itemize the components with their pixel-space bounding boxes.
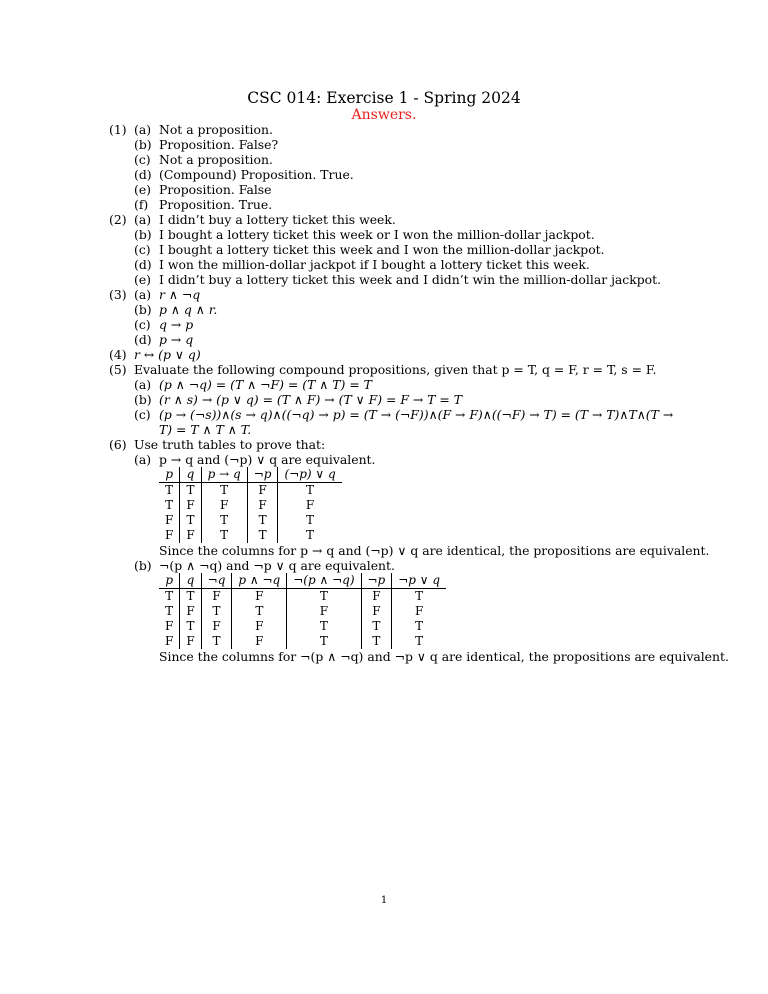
truth-table-a bbox=[159, 467, 342, 543]
q2-item-b: (b) I bought a lottery ticket this week or I won the million-dollar jackpot. bbox=[134, 227, 595, 242]
q2-item-e: (e) I didn’t buy a lottery ticket this week and I didn’t win the million-dollar jackpot. bbox=[134, 272, 662, 287]
q2-item-c: (c) I bought a lottery ticket this week and I won the million-dollar jackpot. bbox=[134, 242, 605, 257]
q1-item-a: (1) (a) Not a proposition. bbox=[109, 122, 273, 137]
q2-item-a: (2) (a) I didn’t buy a lottery ticket this week. bbox=[109, 212, 396, 227]
q3-item-a: (3) (a) r ∧ ¬q bbox=[109, 287, 201, 302]
q6-number: (6) bbox=[109, 437, 127, 452]
q5-item-b: (b) (r ∧ s) → (p ∨ q) = (T ∧ F) → (T ∨ F) = F → T = T bbox=[134, 392, 463, 407]
q5-item-c: (c) (p → (¬s))∧(s → q)∧((¬q) → p) = (T → (¬F))∧(F → F)∧((¬F) → T) = (T → T)∧T∧(T → bbox=[134, 407, 674, 422]
q3-item-b: (b) p ∧ q ∧ r. bbox=[134, 302, 218, 317]
table-row: F F T T T bbox=[159, 528, 342, 543]
table-row: F T T T T bbox=[159, 513, 342, 528]
truth-table-b bbox=[159, 573, 446, 649]
q4-line: (4) r ↔ (p ∨ q) bbox=[109, 347, 201, 362]
q1-item-c: (c) Not a proposition. bbox=[134, 152, 273, 167]
table-row: T T F F T F T bbox=[159, 589, 446, 605]
q6-intro: (6) Use truth tables to prove that: bbox=[109, 437, 326, 452]
q5-item-a: (a) (p ∧ ¬q) = (T ∧ ¬F) = (T ∧ T) = T bbox=[134, 377, 372, 392]
table-row: F T F F T T T bbox=[159, 619, 446, 634]
table-header-row: p q p → q ¬p (¬p) ∨ q bbox=[159, 467, 342, 483]
q5-number: (5) bbox=[109, 362, 127, 377]
q1-item-f: (f) Proposition. True. bbox=[134, 197, 273, 212]
q6-b-conclusion: Since the columns for ¬(p ∧ ¬q) and ¬p ∨ q are identical, the propositions are equivalent. bbox=[159, 649, 729, 664]
table-row: T F T T F F F bbox=[159, 604, 446, 619]
q1-item-b: (b) Proposition. False? bbox=[134, 137, 279, 152]
q6-a-conclusion: Since the columns for p → q and (¬p) ∨ q are identical, the propositions are equivalent. bbox=[159, 543, 710, 558]
table-row: F F T F T T T bbox=[159, 634, 446, 649]
q2-item-d: (d) I won the million-dollar jackpot if I bought a lottery ticket this week. bbox=[134, 257, 590, 272]
answers-subtitle: Answers. bbox=[351, 107, 417, 123]
answers-content bbox=[109, 122, 729, 664]
q6-item-b: (b) ¬(p ∧ ¬q) and ¬p ∨ q are equivalent. bbox=[134, 558, 395, 573]
q6-item-a: (a) p → q and (¬p) ∨ q are equivalent. bbox=[134, 452, 376, 467]
table-row: T F F F F bbox=[159, 498, 342, 513]
page-number: 1 bbox=[380, 895, 388, 906]
q5-item-c-continued: T) = T ∧ T ∧ T. bbox=[159, 422, 252, 437]
q3-number: (3) bbox=[109, 287, 127, 302]
table-header-row: p q ¬q p ∧ ¬q ¬(p ∧ ¬q) ¬p ¬p ∨ q bbox=[159, 573, 446, 589]
q1-item-e: (e) Proposition. False bbox=[134, 182, 272, 197]
q1-item-d: (d) (Compound) Proposition. True. bbox=[134, 167, 354, 182]
q4-number: (4) bbox=[109, 347, 127, 362]
q3-item-c: (c) q → p bbox=[134, 317, 194, 332]
q3-item-d: (d) p → q bbox=[134, 332, 194, 347]
table-row: T T T F T bbox=[159, 483, 342, 499]
q1-number: (1) bbox=[109, 122, 127, 137]
q5-intro: (5) Evaluate the following compound propositions, given that p = T, q = F, r = T, s = F. bbox=[109, 362, 657, 377]
q2-number: (2) bbox=[109, 212, 127, 227]
page-title: CSC 014: Exercise 1 - Spring 2024 bbox=[247, 89, 521, 107]
